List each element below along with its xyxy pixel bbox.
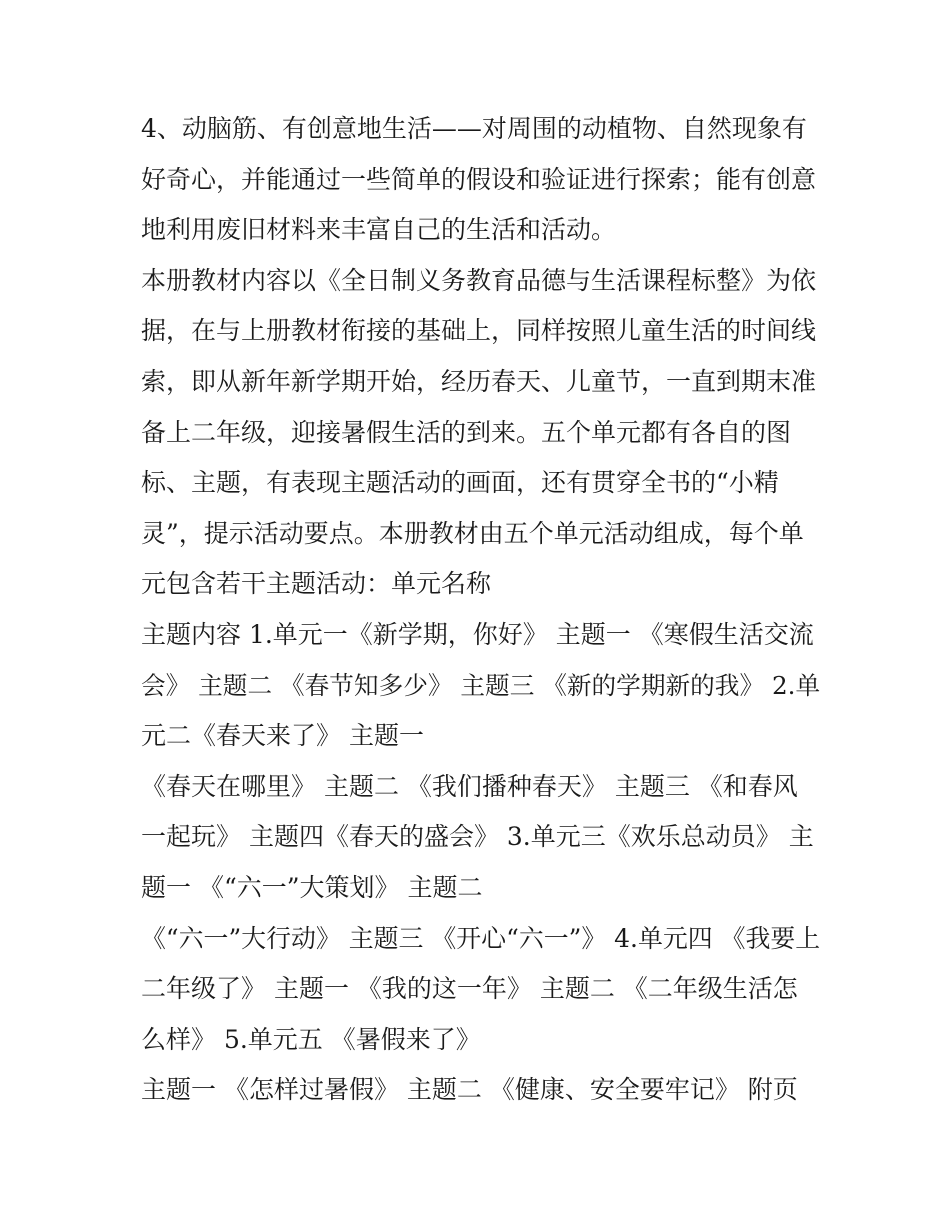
text-line: 索，即从新年新学期开始，经历春天、儿童节，一直到期末准 xyxy=(141,366,817,396)
text-line: 么样》 5.单元五 《暑假来了》 xyxy=(141,1024,481,1054)
text-line: 灵”，提示活动要点。本册教材由五个单元活动组成，每个单 xyxy=(141,518,804,548)
body-text xyxy=(141,104,821,1116)
text-line: 好奇心，并能通过一些简单的假设和验证进行探索；能有创意 xyxy=(141,164,817,194)
text-line: 主题内容 1.单元一《新学期，你好》 主题一 《寒假生活交流 xyxy=(141,619,814,649)
text-line: 备上二年级，迎接暑假生活的到来。五个单元都有各自的图 xyxy=(141,417,792,447)
text-line: 4、动脑筋、有创意地生活——对周围的动植物、自然现象有 xyxy=(141,114,807,143)
text-line: 据，在与上册教材衔接的基础上，同样按照儿童生活的时间线 xyxy=(141,316,817,346)
text-line: 标、主题，有表现主题活动的画面，还有贯穿全书的“小精 xyxy=(141,468,779,498)
text-line: 主题一 《怎样过暑假》 主题二 《健康、安全要牢记》 附页 xyxy=(141,1075,798,1105)
text-line: 会》 主题二 《春节知多少》 主题三 《新的学期新的我》 2.单 xyxy=(141,670,821,700)
text-line: 二年级了》 主题一 《我的这一年》 主题二 《二年级生活怎 xyxy=(141,974,798,1004)
text-line: 一起玩》 主题四《春天的盛会》 3.单元三《欢乐总动员》 主 xyxy=(141,822,814,852)
text-line: 元二《春天来了》 主题一 xyxy=(141,721,424,751)
text-line: 《“六一”大行动》 主题三 《开心“六一”》 4.单元四 《我要上 xyxy=(141,923,821,953)
text-line: 地利用废旧材料来丰富自己的生活和活动。 xyxy=(141,215,617,245)
text-line: 元包含若干主题活动：单元名称 xyxy=(141,569,492,599)
text-line: 题一 《“六一”大策划》 主题二 xyxy=(141,872,483,902)
text-line: 本册教材内容以《全日制义务教育品德与生活课程标整》为依 xyxy=(141,265,817,295)
text-line: 《春天在哪里》 主题二 《我们播种春天》 主题三 《和春风 xyxy=(141,771,798,801)
